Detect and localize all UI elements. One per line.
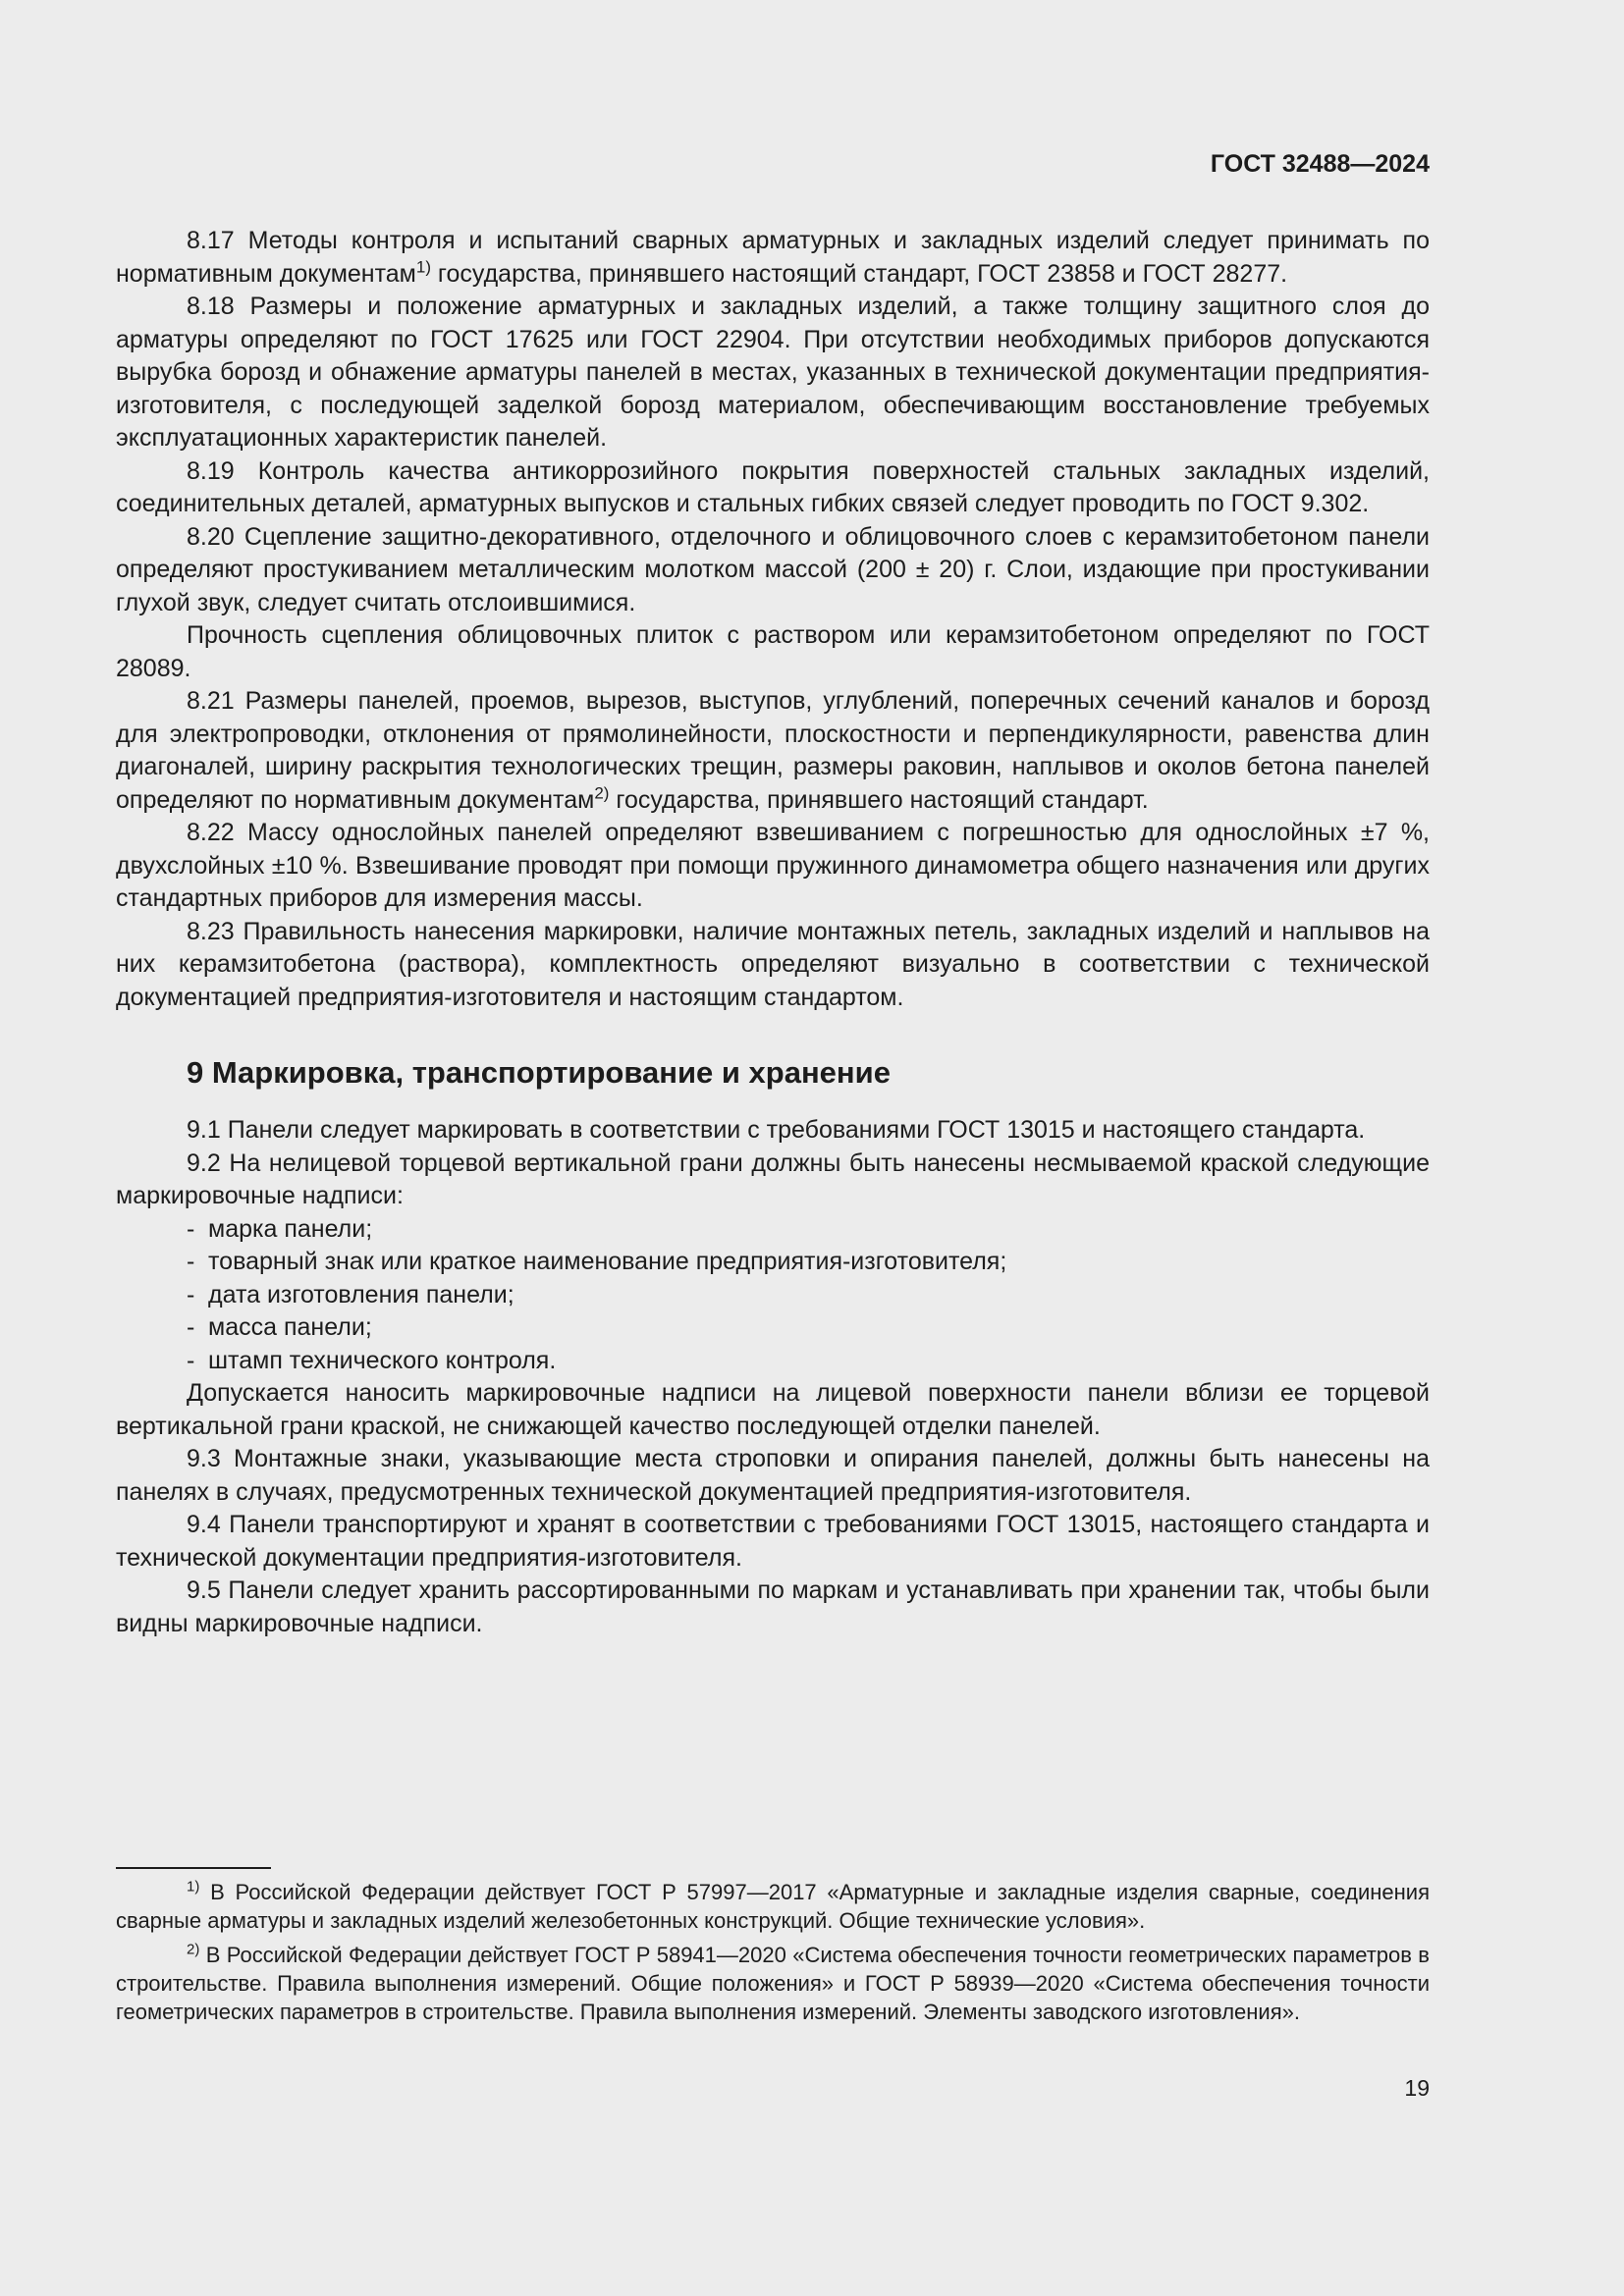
section-9-heading: 9 Маркировка, транспортирование и хранение — [187, 1055, 891, 1090]
paragraph-9-2: 9.2 На нелицевой торцевой вертикальной грани должны быть нанесены несмываемой краской следующие маркировочные надписи: — [116, 1148, 1430, 1209]
list-item: - масса панели; — [187, 1313, 372, 1341]
footnote-1: $^{1)}$ В Российской Федерации действует ГОСТ Р 57997—2017 «Арматурные и закладные изделия сварные, соединения сварные арматуры и закладных изделий железобетонных конструкций. Общие технические условия». — [116, 1878, 1430, 1933]
paragraph-9-5: 9.5 Панели следует хранить рассортированными по маркам и устанавливать при хранении так, чтобы были видны маркировочные надписи. — [116, 1576, 1430, 1637]
list-item: - штамп технического контроля. — [187, 1346, 557, 1374]
document-body — [116, 225, 1430, 1640]
paragraph-8-21: 8.21 Размеры панелей, проемов, вырезов, выступов, углублений, поперечных сечений каналов и борозд для электропроводки, отклонения от прямолинейности, плоскостности и перпендикулярности, равенства длин диагоналей, ширину раскрытия технологических трещин, размеры раковин, наплывов и околов бетона панелей определяют по нормативным документам$^{2)}$ государства, принявшего настоящий стандарт. — [116, 687, 1430, 814]
list-item: - марка панели; — [187, 1214, 373, 1243]
paragraph-9-2-allowance: Допускается наносить маркировочные надписи на лицевой поверхности панели вблизи ее торцевой вертикальной грани краской, не снижающей качество последующей отделки панелей. — [116, 1379, 1430, 1440]
list-item: - дата изготовления панели; — [187, 1280, 514, 1308]
paragraph-8-20: 8.20 Сцепление защитно-декоративного, отделочного и облицовочного слоев с керамзитобетоном панели определяют простукиванием металлическим молотком массой (200 ± 20) г. Слои, издающие при простукивании глухой звук, следует считать отслоившимися. — [116, 522, 1430, 616]
marking-inscriptions-list — [116, 1213, 1430, 1378]
list-item: - товарный знак или краткое наименование предприятия-изготовителя; — [187, 1248, 1007, 1275]
footnote-2: $^{2)}$ В Российской Федерации действует ГОСТ Р 58941—2020 «Система обеспечения точности геометрических параметров в строительстве. Правила выполнения измерений. Общие положения» и ГОСТ Р 58939—2020 «Система обеспечения точности геометрических параметров в строительстве. Правила выполнения измерений. Элементы заводского изготовления». — [116, 1941, 1430, 2024]
footnote-ref-2[interactable]: 2) — [594, 783, 610, 803]
document-code-header: ГОСТ 32488—2024 — [1210, 150, 1430, 178]
paragraph-8-23: 8.23 Правильность нанесения маркировки, наличие монтажных петель, закладных изделий и наплывов на них керамзитобетона (раствора), комплектность определяют визуально в соответствии с технической документацией предприятия-изготовителя и настоящим стандартом. — [116, 917, 1430, 1011]
paragraph-8-22: 8.22 Массу однослойных панелей определяют взвешиванием с погрешностью для однослойных ±7 %, двухслойных ±10 %. Взвешивание проводят при помощи пружинного динамометра общего назначения или других стандартных приборов для измерения массы. — [116, 819, 1430, 912]
paragraph-9-3: 9.3 Монтажные знаки, указывающие места строповки и опирания панелей, должны быть нанесены на панелях в случаях, предусмотренных технической документацией предприятия-изготовителя. — [116, 1445, 1430, 1506]
footnotes — [116, 1867, 1430, 2032]
paragraph-9-4: 9.4 Панели транспортируют и хранят в соответствии с требованиями ГОСТ 13015, настоящего стандарта и технической документации предприятия-изготовителя. — [116, 1511, 1430, 1572]
paragraph-8-18: 8.18 Размеры и положение арматурных и закладных изделий, а также толщину защитного слоя до арматуры определяют по ГОСТ 17625 или ГОСТ 22904. При отсутствии необходимых приборов допускаются вырубка борозд и обнажение арматуры панелей в местах, указанных в технической документации предприятия-изготовителя, с последующей заделкой борозд материалом, обеспечивающим восстановление требуемых эксплуатационных характеристик панелей. — [116, 293, 1430, 452]
footnote-ref-1[interactable]: 1) — [415, 257, 431, 277]
paragraph-8-20-strength: Прочность сцепления облицовочных плиток с раствором или керамзитобетоном определяют по ГОСТ 28089. — [116, 621, 1430, 682]
paragraph-9-1: 9.1 Панели следует маркировать в соответствии с требованиями ГОСТ 13015 и настоящего стандарта. — [187, 1116, 1366, 1144]
paragraph-8-17: 8.17 Методы контроля и испытаний сварных арматурных и закладных изделий следует принимать по нормативным документам$^{1)}$ государства, принявшего настоящий стандарт, ГОСТ 23858 и ГОСТ 28277. — [116, 227, 1430, 288]
paragraph-8-19: 8.19 Контроль качества антикоррозийного покрытия поверхностей стальных закладных изделий, соединительных деталей, арматурных выпусков и стальных гибких связей следует проводить по ГОСТ 9.302. — [116, 456, 1430, 517]
footnote-divider — [116, 1867, 271, 1869]
page-number: 19 — [1404, 2075, 1430, 2101]
